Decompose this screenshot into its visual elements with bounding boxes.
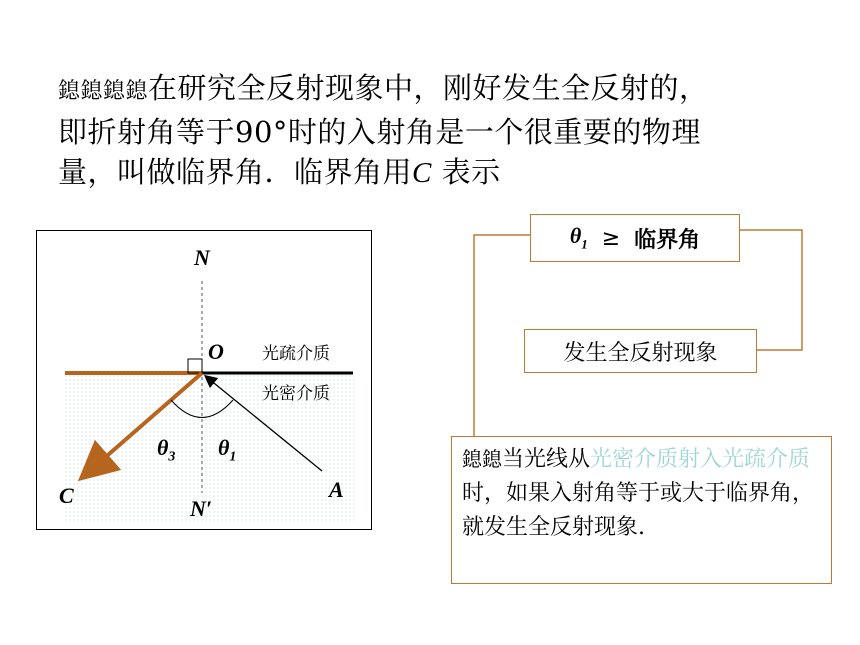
label-upper-medium: 光疏介质 [262,344,330,364]
note-lead: 鎴鎴 [462,447,502,471]
label-lower-medium: 光密介质 [262,384,330,404]
intro-line1: 在研究全反射现象中，刚好发生全反射的， [148,71,709,105]
note-box [451,436,832,584]
intro-line2: 即折射角等于90°时的入射角是一个很重要的物理 [58,115,701,149]
label-o: O [208,339,224,364]
result-text: 发生全反射现象 [563,340,718,366]
intro-line3a: 量，叫做临界角．临界角用 [58,155,413,189]
result-box [524,329,757,373]
note-part2: 时，如果入射角等于或大于临界角，就发生全反射现象. [462,481,815,540]
intro-symbol-c: C [412,157,432,189]
note-part1: 当光线从 [502,447,591,472]
condition-text: 临界角 [634,227,701,253]
condition-theta: $\theta_1$ [569,223,588,252]
condition-box [530,214,740,262]
intro-lead: 鎴鎴鎴鎴 [58,79,149,104]
note-highlight: 光密介质射入光疏介质 [590,447,811,472]
label-theta1: $\theta_1$ [218,435,237,465]
label-n-prime: N′ [190,496,213,521]
label-n: N [194,245,210,270]
label-a: A [329,477,344,502]
label-theta3: $\theta_3$ [157,435,176,465]
condition-symbol: ≥ [601,225,621,251]
intro-line3b: 表示 [431,155,501,189]
label-c: C [59,483,74,508]
